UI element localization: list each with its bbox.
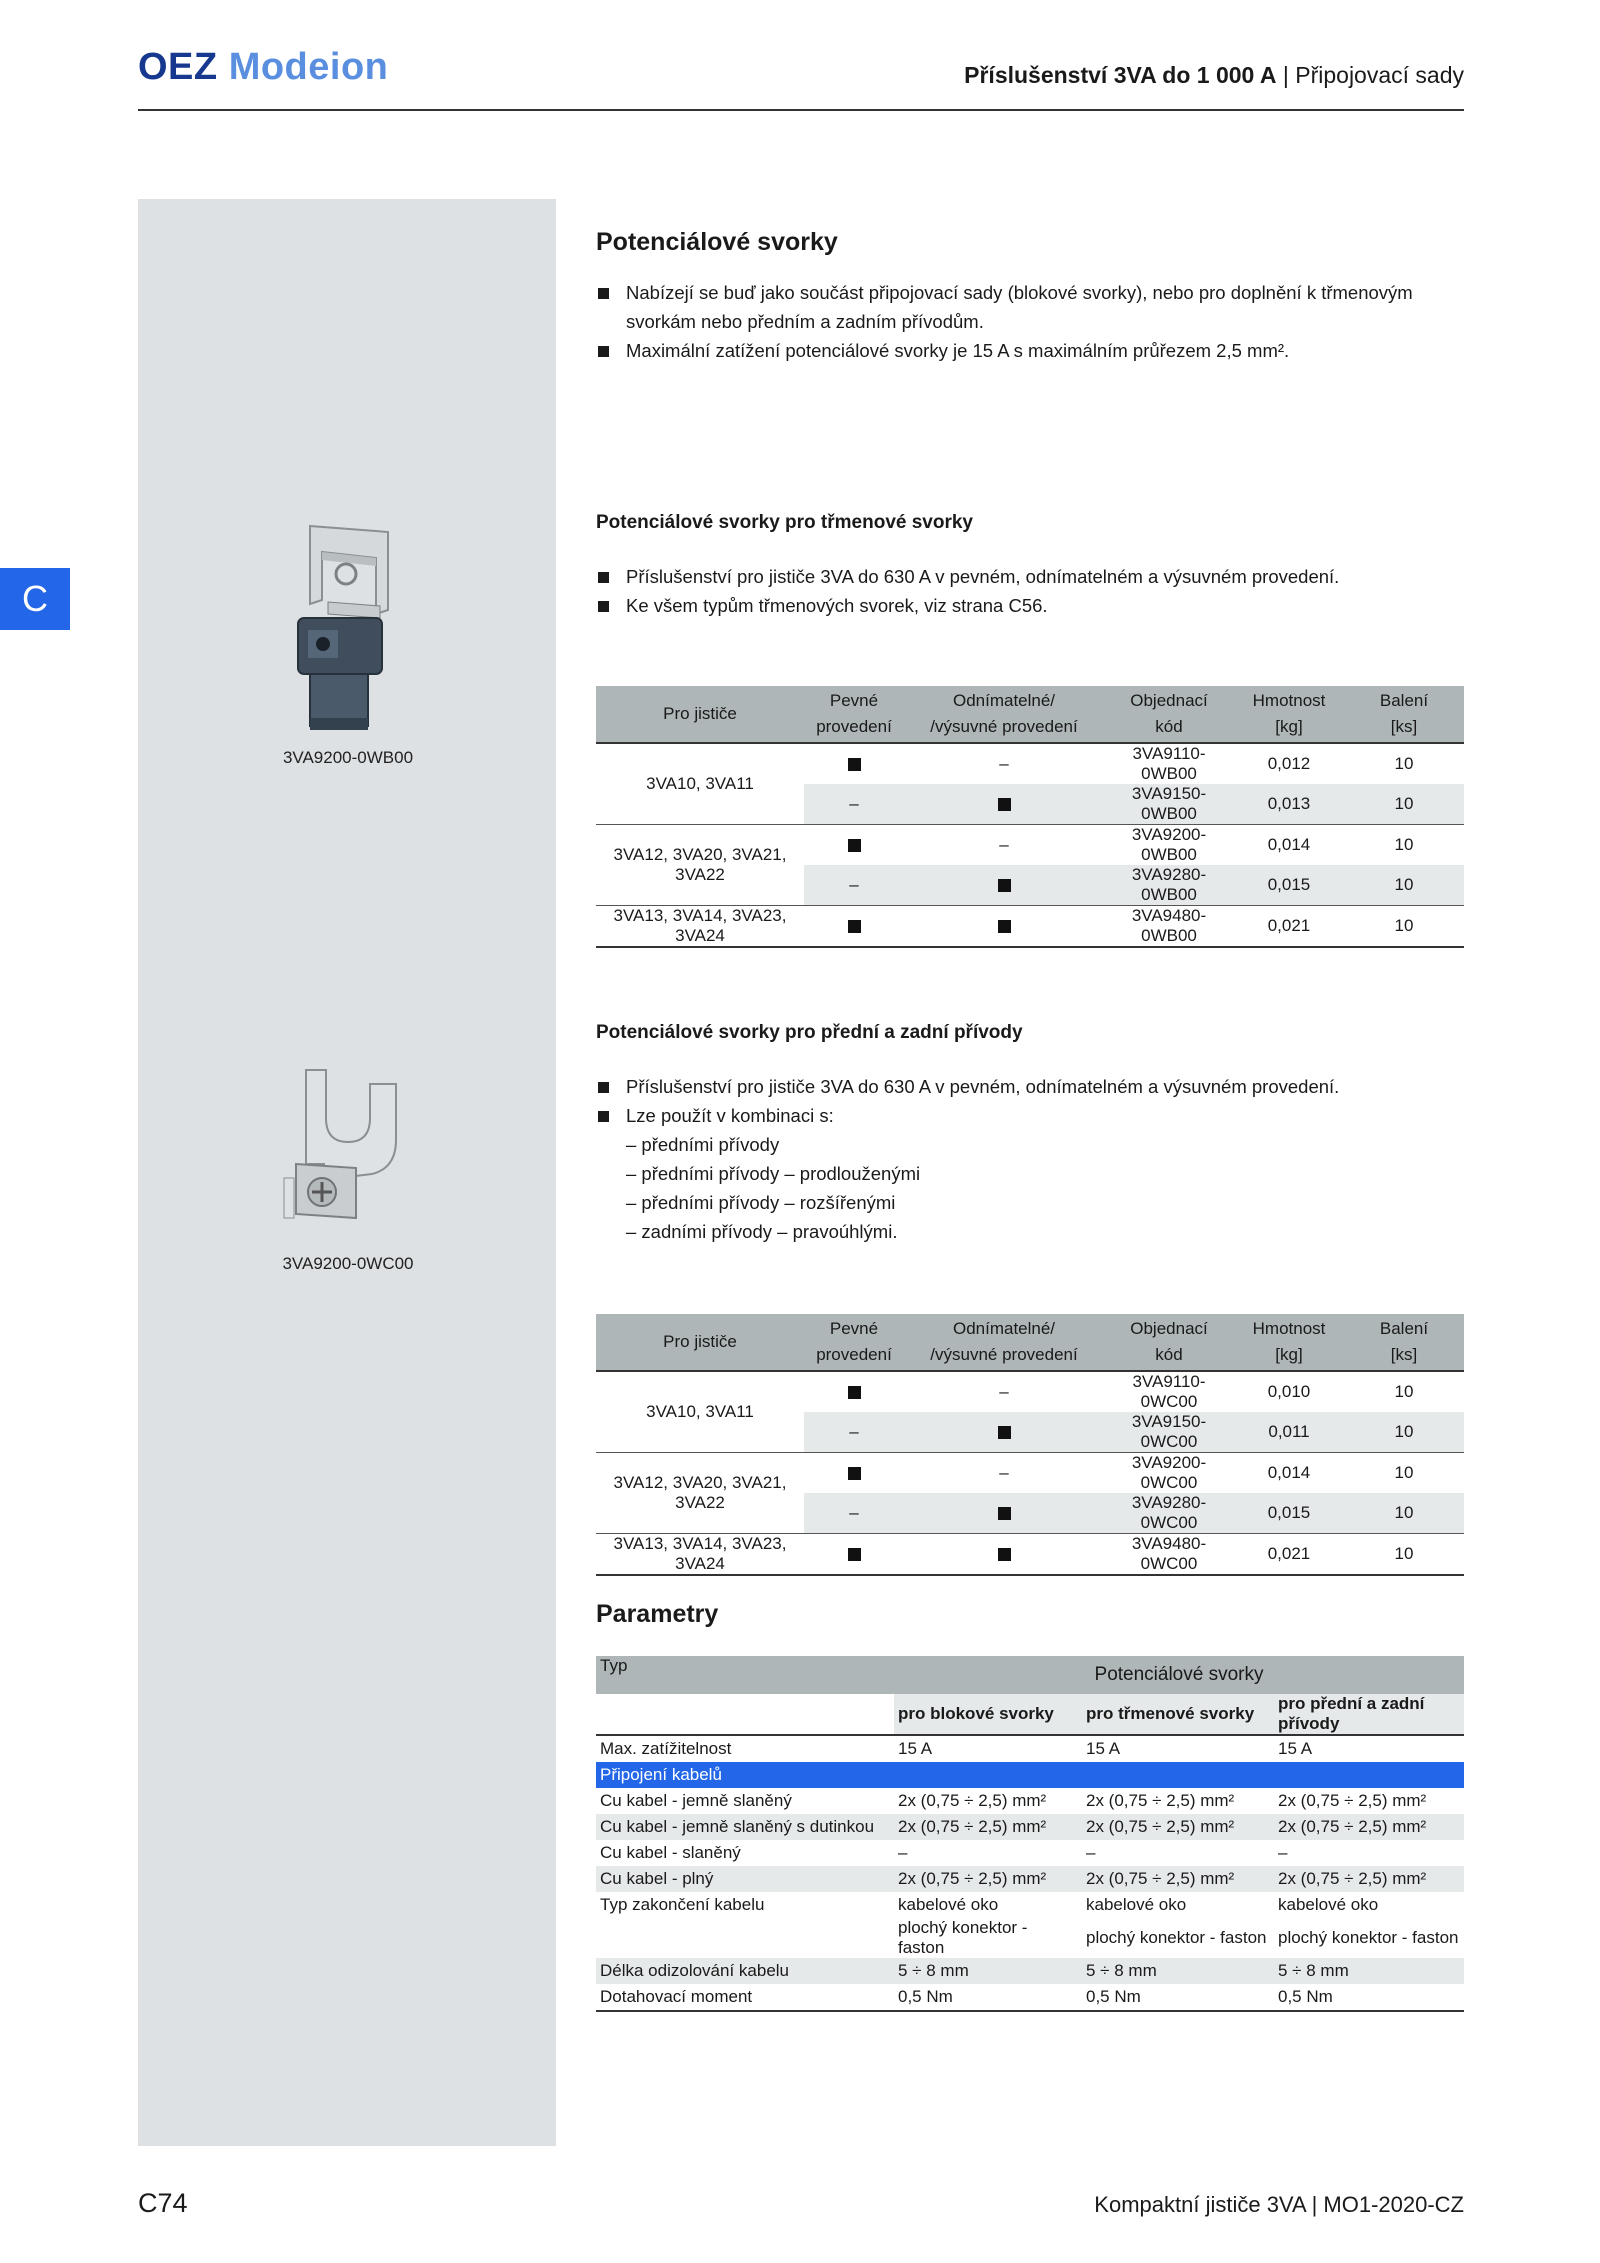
weight: 0,015	[1234, 1493, 1344, 1534]
terminal-wc-image	[276, 1068, 406, 1228]
param-value: –	[1278, 1843, 1288, 1862]
pack: 10	[1394, 1382, 1414, 1401]
bullet-item: Příslušenství pro jističe 3VA do 630 A v pevném, odnímatelném a výsuvném provedení.	[596, 1072, 1464, 1101]
dash-item: – zadními přívody – pravoúhlými.	[626, 1221, 898, 1242]
square-marker-icon	[998, 879, 1011, 892]
footer-product: Kompaktní jističe 3VA	[1094, 2192, 1306, 2217]
order-code: 3VA9200-0WC00	[1104, 1453, 1234, 1494]
weight: 0,010	[1267, 1382, 1311, 1401]
col-pack: Balení [ks]	[1344, 1314, 1464, 1371]
col-breakers: Pro jističe	[596, 1314, 804, 1371]
dash-cell: –	[999, 754, 1009, 773]
order-code: 3VA9110-0WB00	[1132, 744, 1206, 783]
param-label	[596, 1918, 894, 1958]
param-label: Max. zatížitelnost	[600, 1739, 732, 1758]
param-value: 0,5 Nm	[1082, 1984, 1274, 2011]
order-code: 3VA9480-0WB00	[1104, 906, 1234, 948]
param-value: 2x (0,75 ÷ 2,5) mm²	[1082, 1814, 1274, 1840]
section-title-front-rear: Potenciálové svorky pro přední a zadní přívody	[596, 1022, 1023, 1043]
param-label: Dotahovací moment	[596, 1984, 894, 2011]
order-code: 3VA9110-0WC00	[1132, 1372, 1206, 1411]
breaker-group: 3VA13, 3VA14, 3VA23, 3VA24	[596, 906, 804, 948]
table-row	[596, 1534, 1464, 1576]
parameters-table	[596, 1656, 1464, 2012]
param-row	[596, 1918, 1464, 1958]
square-marker-icon	[998, 1548, 1011, 1561]
dash-cell: –	[999, 1382, 1009, 1401]
param-value: plochý konektor - faston	[1278, 1928, 1459, 1947]
dash-cell: –	[804, 1493, 904, 1534]
param-value: 2x (0,75 ÷ 2,5) mm²	[1274, 1866, 1464, 1892]
param-value: –	[1086, 1843, 1096, 1862]
param-value: –	[898, 1843, 908, 1862]
breaker-group: 3VA13, 3VA14, 3VA23, 3VA24	[596, 1534, 804, 1576]
col-pack: Balení [ks]	[1344, 686, 1464, 743]
param-value: 5 ÷ 8 mm	[1274, 1958, 1464, 1984]
header-title-rest: Připojovací sady	[1295, 62, 1464, 88]
col-fixed: Pevné provedení	[804, 1314, 904, 1371]
param-value: 2x (0,75 ÷ 2,5) mm²	[898, 1791, 1047, 1810]
col-breakers: Pro jističe	[596, 686, 804, 743]
header-separator: |	[1282, 62, 1289, 88]
square-marker-icon	[998, 920, 1011, 933]
param-section-row	[596, 1762, 1464, 1788]
weight: 0,015	[1234, 865, 1344, 906]
section-title-stirrup: Potenciálové svorky pro třmenové svorky	[596, 512, 973, 533]
square-marker-icon	[848, 1548, 861, 1561]
col-type: Typ	[596, 1656, 894, 1694]
param-value: 2x (0,75 ÷ 2,5) mm²	[894, 1866, 1082, 1892]
param-value: 2x (0,75 ÷ 2,5) mm²	[1278, 1791, 1427, 1810]
col-block: pro blokové svorky	[894, 1694, 1082, 1735]
square-marker-icon	[848, 920, 861, 933]
header-rule	[138, 109, 1464, 111]
pack: 10	[1344, 865, 1464, 906]
dash-cell: –	[804, 1412, 904, 1453]
bullet-item: Ke všem typům třmenových svorek, viz strana C56.	[596, 591, 1464, 620]
square-marker-icon	[848, 1386, 861, 1399]
image-caption-wc: 3VA9200-0WC00	[282, 1254, 414, 1273]
square-marker-icon	[848, 758, 861, 771]
pack: 10	[1344, 1493, 1464, 1534]
page-number: C74	[138, 2188, 188, 2218]
param-value: 0,5 Nm	[1274, 1984, 1464, 2011]
order-table-wb	[596, 686, 1464, 948]
param-value: plochý konektor - faston	[1086, 1928, 1267, 1947]
section-title-potential-terminals: Potenciálové svorky	[596, 228, 838, 256]
param-value: 15 A	[1278, 1739, 1313, 1758]
col-front-rear: pro přední a zadní přívody	[1274, 1694, 1464, 1735]
param-label: Cu kabel - jemně slaněný	[600, 1791, 792, 1810]
order-code: 3VA9480-0WC00	[1104, 1534, 1234, 1576]
order-code: 3VA9200-0WB00	[1104, 825, 1234, 866]
square-marker-icon	[848, 839, 861, 852]
breaker-group: 3VA10, 3VA11	[646, 774, 754, 793]
weight: 0,011	[1234, 1412, 1344, 1453]
table-row	[596, 1453, 1464, 1494]
param-value: 15 A	[898, 1739, 933, 1758]
weight: 0,014	[1234, 825, 1344, 866]
param-value: 2x (0,75 ÷ 2,5) mm²	[1274, 1814, 1464, 1840]
param-value: 2x (0,75 ÷ 2,5) mm²	[1082, 1866, 1274, 1892]
footer-separator: |	[1311, 2192, 1318, 2217]
order-code: 3VA9150-0WC00	[1104, 1412, 1234, 1453]
param-section-label: Připojení kabelů	[596, 1762, 1464, 1788]
bullet-item: Lze použít v kombinaci s:	[596, 1101, 1464, 1130]
param-value: 15 A	[1086, 1739, 1121, 1758]
param-row	[596, 1892, 1464, 1918]
table-row	[596, 1371, 1464, 1412]
param-label: Typ zakončení kabelu	[600, 1895, 765, 1914]
param-value: 5 ÷ 8 mm	[894, 1958, 1082, 1984]
param-value: kabelové oko	[898, 1895, 999, 1914]
pack: 10	[1344, 906, 1464, 948]
param-row	[596, 1866, 1464, 1892]
bullet-item: Nabízejí se buď jako součást připojovací sady (blokové svorky), nebo pro doplnění k třmenovým svorkám nebo předním a zadním přívodům.	[596, 278, 1464, 336]
square-marker-icon	[998, 1426, 1011, 1439]
section3-bullets	[596, 1072, 1464, 1246]
dash-item: – předními přívody	[626, 1134, 780, 1155]
pack: 10	[1344, 825, 1464, 866]
param-row	[596, 1984, 1464, 2011]
param-value: kabelové oko	[1086, 1895, 1187, 1914]
order-code: 3VA9280-0WB00	[1104, 865, 1234, 906]
weight: 0,013	[1234, 784, 1344, 825]
image-caption-wb: 3VA9200-0WB00	[282, 748, 414, 767]
terminal-wb-image	[290, 518, 400, 738]
dash-cell: –	[904, 1453, 1104, 1494]
param-label: Cu kabel - slaněný	[600, 1843, 741, 1862]
param-label: Cu kabel - plný	[596, 1866, 894, 1892]
param-value: 0,5 Nm	[894, 1984, 1082, 2011]
weight: 0,014	[1234, 1453, 1344, 1494]
col-fixed: Pevné provedení	[804, 686, 904, 743]
param-row	[596, 1840, 1464, 1866]
pack: 10	[1344, 1453, 1464, 1494]
col-weight: Hmotnost [kg]	[1234, 1314, 1344, 1371]
pack: 10	[1344, 1412, 1464, 1453]
page-header-title	[964, 62, 1464, 89]
param-value: 2x (0,75 ÷ 2,5) mm²	[1086, 1791, 1235, 1810]
param-value: kabelové oko	[1278, 1895, 1379, 1914]
param-label: Cu kabel - jemně slaněný s dutinkou	[596, 1814, 894, 1840]
table-row	[596, 743, 1464, 784]
breaker-group: 3VA10, 3VA11	[646, 1402, 754, 1421]
footer-doc-info	[1094, 2192, 1464, 2218]
footer-doc-code: MO1-2020-CZ	[1323, 2192, 1464, 2217]
order-table-wc	[596, 1314, 1464, 1576]
breaker-group: 3VA12, 3VA20, 3VA21, 3VA22	[596, 1453, 804, 1534]
table-row	[596, 906, 1464, 948]
param-row	[596, 1814, 1464, 1840]
param-value: 2x (0,75 ÷ 2,5) mm²	[894, 1814, 1082, 1840]
square-marker-icon	[848, 1467, 861, 1480]
pack: 10	[1394, 754, 1414, 773]
param-row	[596, 1788, 1464, 1814]
param-row	[596, 1735, 1464, 1762]
weight: 0,021	[1234, 1534, 1344, 1576]
dash-item: – předními přívody – prodlouženými	[626, 1163, 921, 1184]
pack: 10	[1344, 1534, 1464, 1576]
bullet-item: Maximální zatížení potenciálové svorky je 15 A s maximálním průřezem 2,5 mm².	[596, 336, 1464, 365]
weight: 0,012	[1267, 754, 1311, 773]
section2-bullets	[596, 562, 1464, 620]
col-order-code: Objednací kód	[1104, 686, 1234, 743]
order-code: 3VA9280-0WC00	[1104, 1493, 1234, 1534]
param-value: plochý konektor - faston	[898, 1918, 1028, 1957]
chapter-tab: C	[0, 568, 70, 630]
breaker-group: 3VA12, 3VA20, 3VA21, 3VA22	[596, 825, 804, 906]
table-row	[596, 825, 1464, 866]
col-order-code: Objednací kód	[1104, 1314, 1234, 1371]
section1-bullets	[596, 278, 1464, 365]
header-title-bold: Příslušenství 3VA do 1 000 A	[964, 62, 1277, 88]
dash-cell: –	[904, 825, 1104, 866]
logo-oez: OEZ	[138, 46, 218, 88]
col-weight: Hmotnost [kg]	[1234, 686, 1344, 743]
square-marker-icon	[998, 1507, 1011, 1520]
square-marker-icon	[998, 798, 1011, 811]
col-withdrawable: Odnímatelné/ /výsuvné provedení	[904, 1314, 1104, 1371]
col-group-potential: Potenciálové svorky	[894, 1656, 1464, 1694]
param-row	[596, 1958, 1464, 1984]
col-stirrup: pro třmenové svorky	[1082, 1694, 1274, 1735]
order-code: 3VA9150-0WB00	[1104, 784, 1234, 825]
pack: 10	[1344, 784, 1464, 825]
brand-logo	[138, 46, 388, 89]
dash-cell: –	[804, 865, 904, 906]
param-label: Délka odizolování kabelu	[596, 1958, 894, 1984]
dash-item: – předními přívody – rozšířenými	[626, 1192, 896, 1213]
logo-modeion: Modeion	[228, 46, 389, 88]
bullet-item: Příslušenství pro jističe 3VA do 630 A v pevném, odnímatelném a výsuvném provedení.	[596, 562, 1464, 591]
dash-cell: –	[804, 784, 904, 825]
col-withdrawable: Odnímatelné/ /výsuvné provedení	[904, 686, 1104, 743]
weight: 0,021	[1234, 906, 1344, 948]
param-value: 5 ÷ 8 mm	[1082, 1958, 1274, 1984]
section-title-parameters: Parametry	[596, 1600, 719, 1628]
